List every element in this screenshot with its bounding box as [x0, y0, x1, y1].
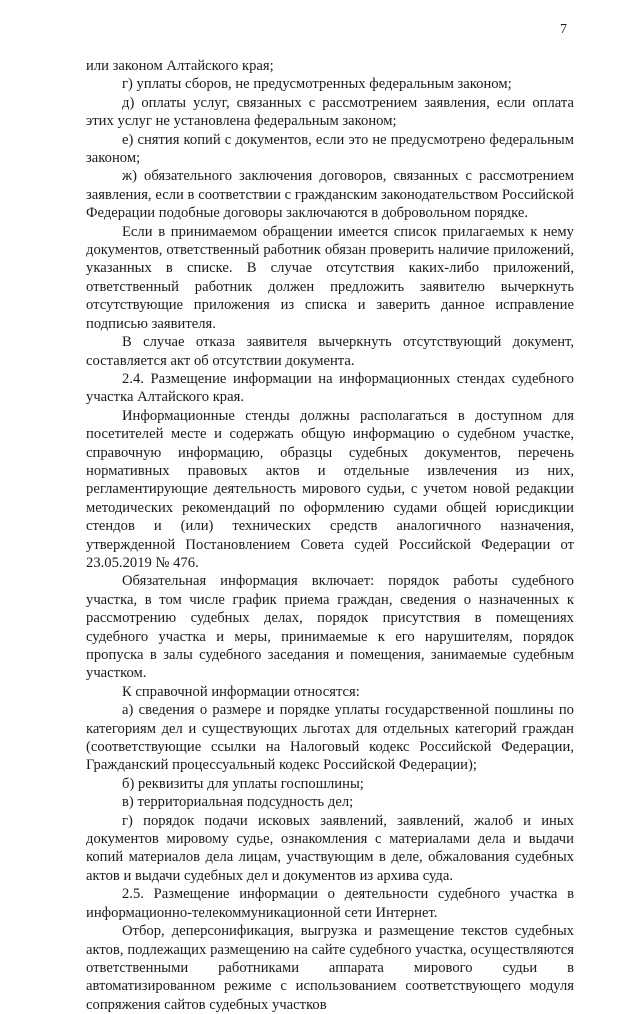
page-number: 7	[560, 22, 567, 37]
paragraph: б) реквизиты для уплаты госпошлины;	[122, 775, 364, 792]
paragraph: д) оплаты услуг, связанных с рассмотрением заявления, если оплата этих услуг не установлена федеральным законом;	[86, 94, 574, 130]
section-heading: 2.4. Размещение информации на информационных стендах судебного участка Алтайского края.	[86, 370, 574, 406]
paragraph: Отбор, деперсонификация, выгрузка и размещение текстов судебных актов, подлежащих размещению на сайте судебного участка, осуществляются ответственными работниками аппарата мирового судьи в автоматизированном режиме с использованием соответствующего модуля сопряжения сайтов судебных участков	[86, 923, 574, 1013]
document-body	[86, 57, 574, 1014]
paragraph: ж) обязательного заключения договоров, связанных с рассмотрением заявления, если в соответствии с гражданским законодательством Российской Федерации подобные договоры заключаются в добровольном порядке.	[86, 168, 574, 222]
paragraph: или законом Алтайского края;	[86, 58, 274, 74]
paragraph: г) уплаты сборов, не предусмотренных федеральным законом;	[122, 76, 512, 93]
paragraph: в) территориальная подсудность дел;	[122, 794, 354, 811]
paragraph: В случае отказа заявителя вычеркнуть отсутствующий документ, составляется акт об отсутствии документа.	[86, 334, 574, 369]
paragraph: Обязательная информация включает: порядок работы судебного участка, в том числе график приема граждан, сведения о назначенных к рассмотрению судебных делах, порядок присутствия в помещениях судебного участка и меры, принимаемые к его нарушителям, порядок пропуска в залы судебного заседания и помещения, занимаемые судебным участком.	[86, 573, 574, 682]
paragraph: е) снятия копий с документов, если это не предусмотрено федеральным законом;	[86, 131, 574, 167]
paragraph: Информационные стенды должны располагаться в доступном для посетителей месте и содержать общую информацию о судебном участке, справочную информацию, образцы судебных документов, перечень нормативных правовых актов и отдельные извлечения из них, регламентирующие деятельность мирового судьи, с учетом новой редакции методических рекомендаций по оформлению судами общей юрисдикции стендов и (или) технических средств аналогичного назначения, утвержденной Постановлением Совета судей Российской Федерации от 23.05.2019 № 476.	[86, 407, 574, 571]
paragraph: Если в принимаемом обращении имеется список прилагаемых к нему документов, ответственный работник обязан проверить наличие приложений, указанных в списке. В случае отсутствия каких-либо приложений, ответственный работник должен предложить заявителю вычеркнуть отсутствующие приложения из списка и заверить данное исправление подписью заявителя.	[86, 223, 574, 332]
paragraph: а) сведения о размере и порядке уплаты государственной пошлины по категориям дел и существующих льготах для отдельных категорий граждан (соответствующие ссылки на Налоговый кодекс Российской Федерации, Гражданский процессуальный кодекс Российской Федерации);	[86, 702, 574, 774]
paragraph: г) порядок подачи исковых заявлений, заявлений, жалоб и иных документов мировому судье, ознакомления с материалами дела и выдачи копий материалов дела лицам, участвующим в деле, обжалования судебных актов и выдачи судебных дел и документов из архива суда.	[86, 812, 574, 884]
section-heading: 2.5. Размещение информации о деятельности судебного участка в информационно-телекоммуникационной сети Интернет.	[86, 886, 574, 921]
paragraph: К справочной информации относятся:	[122, 683, 360, 700]
